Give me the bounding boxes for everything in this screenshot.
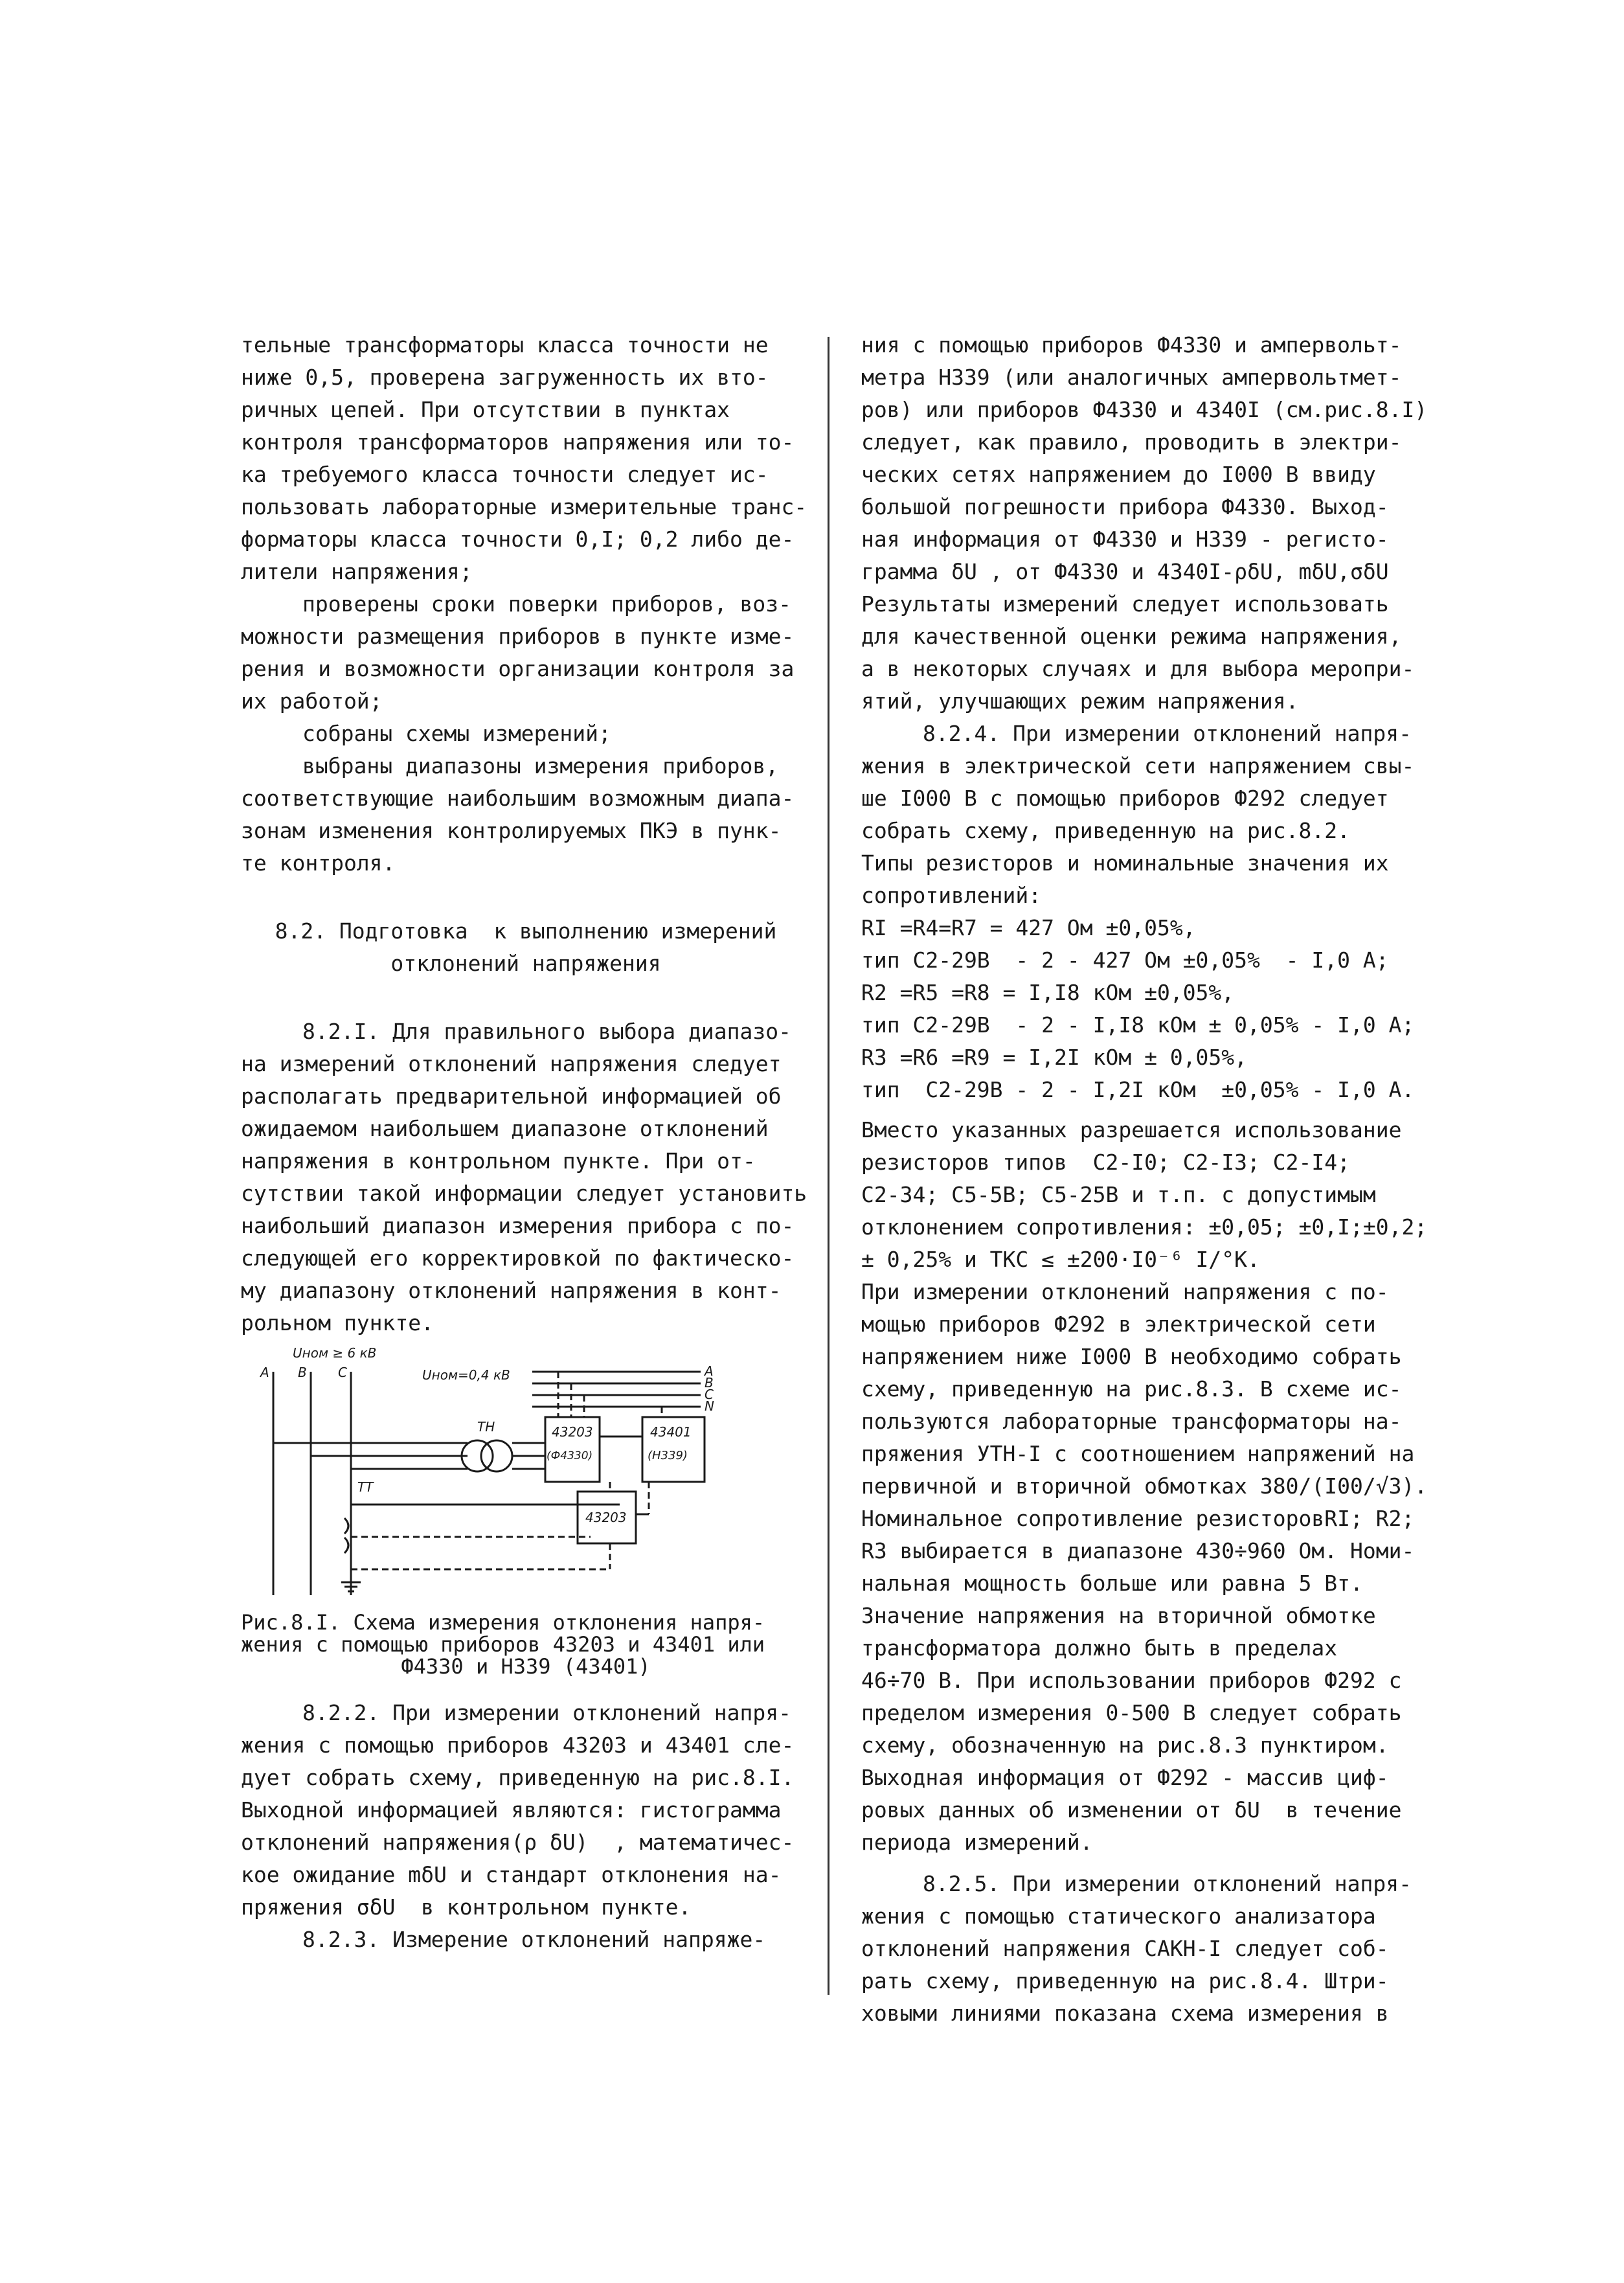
label-unom-high: Uном ≥ 6 кВ [293,1346,377,1361]
resistor-spec-line: R2 =R5 =R8 = I,I8 кОм ±0,05%, [861,980,1235,1005]
text-line: соответствующие наибольшим возможным диапа- [241,786,795,811]
text-line: наибольший диапазон измерения прибора с по- [241,1213,795,1238]
text-line: Типы резисторов и номинальные значения их [861,850,1389,876]
paragraph-8-2-1 [241,1016,811,1339]
text-line: грамма δU , от Ф4330 и 4340I-ρδU, mδU,σδU [861,559,1389,584]
figure-caption [241,1611,811,1677]
text-line: напряжением ниже I000 В необходимо собрать [861,1344,1402,1369]
text-line: рать схему, приведенную на рис.8.4. Штри- [861,1968,1389,1993]
text-line: рения и возможности организации контроля за [241,656,795,681]
text-line: 8.2.I. Для правильного выбора диапазо- [302,1019,791,1044]
text-line: ховыми линиями показана схема измерения в [861,2001,1389,2026]
text-line: R3 выбирается в диапазоне 430÷960 Ом. Номи- [861,1538,1415,1563]
text-line: кое ожидание mδU и стандарт отклонения на- [241,1862,782,1887]
section-heading [241,915,811,980]
label-box3: 43203 [585,1510,627,1525]
text-line: жения в электрической сети напряжением свы- [861,753,1415,778]
right-column [861,329,1438,2030]
text-line: периода измерений. [861,1830,1093,1855]
paragraph-transformers [241,329,811,588]
text-line: ожидаемом наибольшем диапазоне отклонений [241,1116,769,1141]
caption-line: Рис.8.I. Схема измерения отклонения напря- [241,1610,765,1635]
text-line: ная информация от Ф4330 и Н339 - регисто- [861,527,1389,552]
text-line: ± 0,25% и ТКС ≤ ±200·I0⁻⁶ I/°К. [861,1247,1260,1272]
label-box2-bottom: (Н339) [648,1449,688,1462]
heading-line: 8.2. Подготовка к выполнению измерений [275,918,777,944]
text-line: Выходная информация от Ф292 - массив циф- [861,1765,1389,1790]
text-line: Результаты измерений следует использовать [861,591,1389,617]
text-line: Значение напряжения на вторичной обмотке [861,1603,1376,1628]
text-line: пряжения УТН-I с соотношением напряжений на [861,1441,1415,1466]
text-line: можности размещения приборов в пункте изме- [241,624,795,649]
text-line: ше I000 В с помощью приборов Ф292 следует [861,786,1389,811]
circuit-diagram [247,1346,791,1605]
text-line: 8.2.3. Измерение отклонений напряже- [302,1927,766,1952]
text-line: проверены сроки поверки приборов, воз- [302,591,791,617]
label-tn: ТН [477,1419,495,1435]
text-line: тельные трансформаторы класса точности не [241,332,769,358]
paragraph-8-2-4 [861,718,1438,1106]
text-line: пределом измерения 0-500 В следует собрать [861,1700,1402,1725]
text-line: лители напряжения; [241,559,473,584]
paragraph-schemes [241,718,811,750]
text-line: собраны схемы измерений; [302,721,611,746]
label-bus-n: N [705,1398,714,1414]
resistor-spec-line: тип С2-29В - 2 - I,I8 кОм ± 0,05% - I,0 А; [861,1012,1415,1038]
text-line: пользуются лабораторные трансформаторы на- [861,1409,1402,1434]
text-line: трансформатора должно быть в пределах [861,1635,1338,1661]
text-line: Номинальное сопротивление резисторовRI; R2; [861,1506,1415,1531]
resistor-spec-line: тип С2-29В - 2 - 427 Ом ±0,05% - I,0 А; [861,948,1389,973]
text-line: ка требуемого класса точности следует ис- [241,462,769,487]
text-line: ческих сетях напряжением до I000 В ввиду [861,462,1376,487]
text-line: собрать схему, приведенную на рис.8.2. [861,818,1350,843]
caption-line: жения с помощью приборов 43203 и 43401 или [241,1632,765,1657]
text-line: зонам изменения контролируемых ПКЭ в пунк- [241,818,782,843]
text-line: первичной и вторичной обмотках 380/(I00/√3). [861,1473,1428,1499]
paragraph-8-2-2 [241,1697,811,1924]
label-unom-low: Uном=0,4 кВ [422,1367,510,1383]
text-line: контроля трансформаторов напряжения или то- [241,429,795,455]
label-box2-top: 43401 [650,1424,692,1440]
text-line: ятий, улучшающих режим напряжения. [861,688,1299,714]
text-line: выбраны диапазоны измерения приборов, [302,753,779,778]
resistor-spec-line: RI =R4=R7 = 427 Ом ±0,05%, [861,915,1196,940]
label-phase-b: B [298,1365,307,1380]
paragraph-verification [241,588,811,718]
text-line: Выходной информацией являются: гистограмма [241,1797,782,1823]
text-line: При измерении отклонений напряжения с по- [861,1279,1389,1304]
label-bus-b: B [705,1375,714,1391]
text-line: для качественной оценки режима напряжения, [861,624,1402,649]
text-line: те контроля. [241,850,396,876]
text-line: 8.2.5. При измерении отклонений напря- [923,1871,1412,1896]
text-line: 8.2.2. При измерении отклонений напря- [302,1700,791,1725]
label-bus-a: A [705,1363,714,1379]
text-line: Вместо указанных разрешается использование [861,1117,1402,1142]
text-line: сопротивлений: [861,883,1042,908]
text-line: следующей его корректировкой по фактическо- [241,1245,795,1271]
text-line: нальная мощность больше или равна 5 Вт. [861,1571,1363,1596]
paragraph-8-2-3-start [241,1924,811,1956]
text-line: форматоры класса точности 0,I; 0,2 либо де- [241,527,795,552]
text-line: резисторов типов С2-I0; С2-I3; С2-I4; [861,1150,1350,1175]
text-line: ровых данных об изменении от δU в течение [861,1797,1402,1823]
label-box1-top: 43203 [552,1424,593,1440]
text-line: схему, приведенную на рис.8.3. В схеме ис- [861,1376,1402,1402]
paragraph-ranges [241,750,811,880]
text-line: следует, как правило, проводить в электри- [861,429,1402,455]
left-column [241,329,811,1956]
text-line: сутствии такой информации следует установить [241,1181,807,1206]
text-line: пользовать лабораторные измерительные транс- [241,494,807,519]
paragraph-8-2-5 [861,1868,1438,2030]
text-line: большой погрешности прибора Ф4330. Выход- [861,494,1389,519]
heading-line: отклонений напряжения [390,951,661,976]
text-line: отклонений напряжения(ρ δU) , математичес- [241,1830,795,1855]
text-line: ния с помощью приборов Ф4330 и ампервольт- [861,332,1402,358]
text-line: 8.2.4. При измерении отклонений напря- [923,721,1412,746]
text-line: на измерений отклонений напряжения следует [241,1051,782,1076]
text-line: напряжения в контрольном пункте. При от- [241,1148,756,1174]
text-line: жения с помощью приборов 43203 и 43401 сле- [241,1732,795,1758]
text-line: жения с помощью статического анализатора [861,1903,1376,1929]
label-phase-a: A [260,1365,269,1380]
label-bus-c: C [705,1387,714,1402]
text-line: отклонением сопротивления: ±0,05; ±0,I;±0,2; [861,1214,1428,1240]
caption-line: Ф4330 и Н339 (43401) [401,1654,651,1679]
resistor-spec-line: R3 =R6 =R9 = I,2I кОм ± 0,05%, [861,1045,1248,1070]
text-line: ров) или приборов Ф4330 и 4340I (см.рис.8.I) [861,397,1428,422]
text-line: отклонений напряжения САКН-I следует соб- [861,1936,1389,1961]
text-line: метра Н339 (или аналогичных ампервольтмет- [861,365,1402,390]
resistor-spec-line: тип С2-29В - 2 - I,2I кОм ±0,05% - I,0 А. [861,1077,1415,1102]
text-line: ричных цепей. При отсутствии в пунктах [241,397,730,422]
text-line: мощью приборов Ф292 в электрической сети [861,1312,1376,1337]
paragraph-resistor-alternatives [861,1114,1438,1859]
label-phase-c: C [338,1365,347,1380]
text-line: а в некоторых случаях и для выбора меропри- [861,656,1415,681]
text-line: 46÷70 В. При использовании приборов Ф292 с [861,1668,1402,1693]
text-line: С2-34; С5-5В; С5-25В и т.п. с допустимым [861,1182,1376,1207]
text-line: ниже 0,5, проверена загруженность их вто- [241,365,769,390]
column-divider [828,337,829,1995]
text-line: рольном пункте. [241,1310,434,1335]
figure-8-1 [241,1346,811,1605]
tt-coil [344,1518,348,1553]
text-line: дует собрать схему, приведенную на рис.8.I. [241,1765,795,1790]
tn-secondary-winding [481,1440,512,1471]
text-line: пряжения σδU в контрольном пункте. [241,1894,692,1920]
label-box1-bottom: (Ф4330) [547,1449,593,1462]
text-line: их работой; [241,688,383,714]
text-line: располагать предварительной информацией об [241,1084,782,1109]
label-tt: ТТ [357,1479,374,1495]
text-line: му диапазону отклонений напряжения в конт- [241,1278,782,1303]
text-line: схему, обозначенную на рис.8.3 пунктиром. [861,1732,1389,1758]
paragraph-8-2-3-cont [861,329,1438,718]
